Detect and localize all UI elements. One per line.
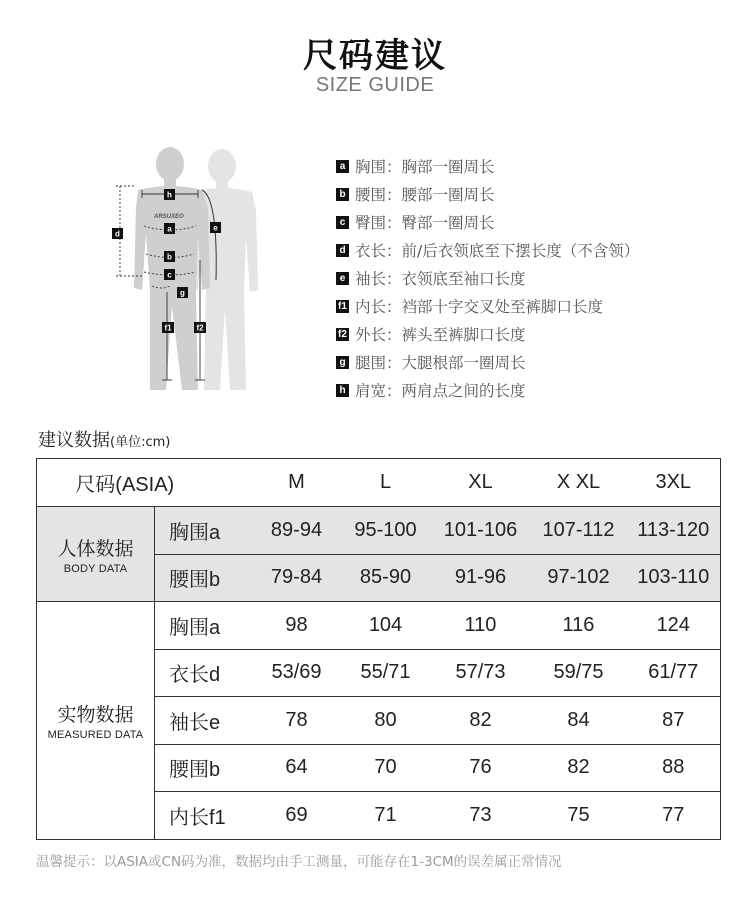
page-subtitle: SIZE GUIDE bbox=[315, 74, 435, 96]
table-header-row bbox=[37, 459, 721, 507]
table-cell: 104 bbox=[341, 602, 431, 650]
page-title: 尺码建议 bbox=[303, 36, 447, 76]
table-header-size: 3XL bbox=[627, 459, 721, 507]
table-cell: 77 bbox=[627, 792, 721, 840]
legend-letter-icon: c bbox=[336, 216, 349, 229]
table-cell: 116 bbox=[531, 602, 627, 650]
section-unit: (单位:cm) bbox=[110, 435, 171, 450]
legend-name: 外长 bbox=[355, 326, 387, 344]
legend-item-d: d 衣长 ： 前/后衣领底至下摆长度（不含领） bbox=[336, 236, 639, 264]
legend-letter-icon: f1 bbox=[336, 300, 349, 313]
table-cell: 89-94 bbox=[253, 507, 341, 555]
legend-name: 衣长 bbox=[355, 242, 387, 260]
legend-letter-icon: f2 bbox=[336, 328, 349, 341]
legend-name: 肩宽 bbox=[355, 382, 387, 400]
table-cell: 95-100 bbox=[341, 507, 431, 555]
table-cell: 79-84 bbox=[253, 554, 341, 602]
table-header-size: XL bbox=[431, 459, 531, 507]
legend-item-a: a 胸围 ： 胸部一圈周长 bbox=[336, 152, 639, 180]
section-title-text: 建议数据 bbox=[38, 430, 110, 451]
table-header-size: X XL bbox=[531, 459, 627, 507]
legend-letter-icon: e bbox=[336, 272, 349, 285]
table-cell: 101-106 bbox=[431, 507, 531, 555]
group-label-body bbox=[37, 507, 155, 602]
section-title bbox=[38, 426, 170, 452]
legend-item-c: c 臀围 ： 臀部一圈周长 bbox=[336, 208, 639, 236]
legend-desc: 前/后衣领底至下摆长度（不含领） bbox=[401, 242, 640, 260]
legend-letter-icon: g bbox=[336, 356, 349, 369]
table-cell: 70 bbox=[341, 744, 431, 792]
marker-f1: f1 bbox=[164, 323, 172, 333]
table-cell: 69 bbox=[253, 792, 341, 840]
table-cell: 88 bbox=[627, 744, 721, 792]
measurement-legend bbox=[336, 152, 639, 404]
table-cell: 107-112 bbox=[531, 507, 627, 555]
legend-desc: 胸部一圈周长 bbox=[401, 158, 495, 176]
table-header-size: M bbox=[253, 459, 341, 507]
group-name-cn: 人体数据 bbox=[57, 538, 134, 560]
marker-f2: f2 bbox=[196, 323, 204, 333]
table-cell: 71 bbox=[341, 792, 431, 840]
table-cell: 73 bbox=[431, 792, 531, 840]
table-header-size: L bbox=[341, 459, 431, 507]
table-cell: 57/73 bbox=[431, 649, 531, 697]
legend-letter-icon: b bbox=[336, 188, 349, 201]
marker-g: g bbox=[180, 288, 185, 298]
marker-e: e bbox=[213, 223, 218, 233]
legend-name: 腰围 bbox=[355, 186, 387, 204]
legend-name: 臀围 bbox=[355, 214, 387, 232]
table-cell: 110 bbox=[431, 602, 531, 650]
legend-desc: 大腿根部一圈周长 bbox=[401, 354, 526, 372]
legend-letter-icon: d bbox=[336, 244, 349, 257]
legend-item-b: b 腰围 ： 腰部一圈周长 bbox=[336, 180, 639, 208]
table-cell: 85-90 bbox=[341, 554, 431, 602]
marker-c: c bbox=[167, 270, 172, 280]
table-cell: 53/69 bbox=[253, 649, 341, 697]
legend-letter-icon: a bbox=[336, 160, 349, 173]
row-label: 袖长e bbox=[155, 697, 253, 745]
marker-h: h bbox=[167, 190, 172, 200]
table-cell: 91-96 bbox=[431, 554, 531, 602]
row-label: 胸围a bbox=[155, 602, 253, 650]
row-label: 衣长d bbox=[155, 649, 253, 697]
legend-desc: 衣领底至袖口长度 bbox=[401, 270, 526, 288]
table-cell: 80 bbox=[341, 697, 431, 745]
legend-item-h: h 肩宽 ： 两肩点之间的长度 bbox=[336, 376, 639, 404]
table-cell: 75 bbox=[531, 792, 627, 840]
legend-item-e: e 袖长 ： 衣领底至袖口长度 bbox=[336, 264, 639, 292]
row-label: 内长f1 bbox=[155, 792, 253, 840]
legend-name: 袖长 bbox=[355, 270, 387, 288]
table-cell: 64 bbox=[253, 744, 341, 792]
table-cell: 84 bbox=[531, 697, 627, 745]
table-row bbox=[37, 507, 721, 555]
group-name-cn: 实物数据 bbox=[57, 704, 134, 726]
table-cell: 103-110 bbox=[627, 554, 721, 602]
table-cell: 55/71 bbox=[341, 649, 431, 697]
table-cell: 59/75 bbox=[531, 649, 627, 697]
footnote: 温馨提示：以ASIA或CN码为准，数据均由手工测量，可能存在1-3CM的误差属正常情况 bbox=[36, 854, 562, 870]
group-label-measured bbox=[37, 602, 155, 840]
size-table bbox=[36, 458, 721, 840]
legend-desc: 腰部一圈周长 bbox=[401, 186, 495, 204]
table-cell: 61/77 bbox=[627, 649, 721, 697]
table-cell: 87 bbox=[627, 697, 721, 745]
row-label: 胸围a bbox=[155, 507, 253, 555]
table-cell: 97-102 bbox=[531, 554, 627, 602]
legend-item-g: g 腿围 ： 大腿根部一圈周长 bbox=[336, 348, 639, 376]
legend-item-f1: f1 内长 ： 裆部十字交叉处至裤脚口长度 bbox=[336, 292, 639, 320]
table-cell: 82 bbox=[431, 697, 531, 745]
table-cell: 76 bbox=[431, 744, 531, 792]
legend-desc: 两肩点之间的长度 bbox=[401, 382, 526, 400]
table-cell: 82 bbox=[531, 744, 627, 792]
chest-logo: ARSUXEO bbox=[154, 214, 184, 220]
table-header-label: 尺码(ASIA) bbox=[37, 459, 253, 507]
legend-desc: 裤头至裤脚口长度 bbox=[401, 326, 526, 344]
group-name-en: BODY DATA bbox=[63, 562, 128, 575]
measurement-figure bbox=[100, 140, 260, 400]
table-cell: 124 bbox=[627, 602, 721, 650]
row-label: 腰围b bbox=[155, 554, 253, 602]
marker-d: d bbox=[115, 229, 120, 239]
table-cell: 113-120 bbox=[627, 507, 721, 555]
legend-name: 胸围 bbox=[355, 158, 387, 176]
legend-item-f2: f2 外长 ： 裤头至裤脚口长度 bbox=[336, 320, 639, 348]
legend-desc: 裆部十字交叉处至裤脚口长度 bbox=[401, 298, 604, 316]
row-label: 腰围b bbox=[155, 744, 253, 792]
legend-name: 腿围 bbox=[355, 354, 387, 372]
legend-letter-icon: h bbox=[336, 384, 349, 397]
table-cell: 98 bbox=[253, 602, 341, 650]
table-row bbox=[37, 602, 721, 650]
legend-desc: 臀部一圈周长 bbox=[401, 214, 495, 232]
marker-a: a bbox=[167, 224, 172, 234]
group-name-en: MEASURED DATA bbox=[47, 728, 144, 741]
marker-b: b bbox=[167, 252, 172, 262]
table-cell: 78 bbox=[253, 697, 341, 745]
legend-name: 内长 bbox=[355, 298, 387, 316]
